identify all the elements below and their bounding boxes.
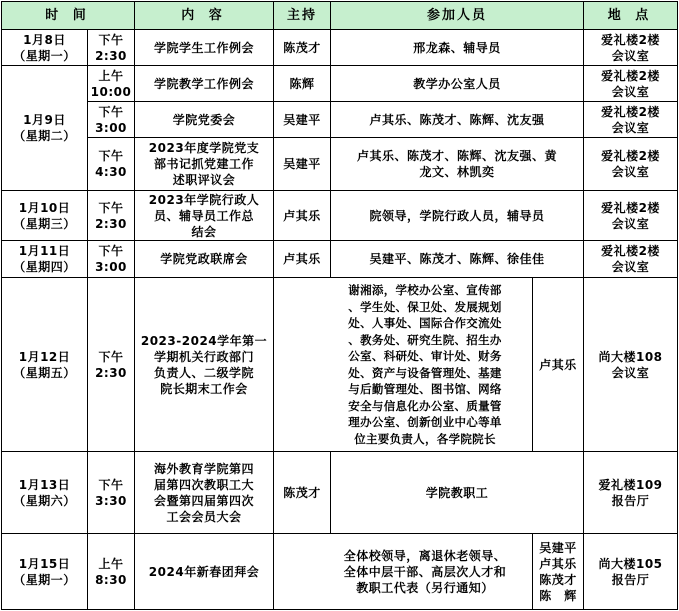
date-cell: 1月12日 （星期五） [2, 278, 88, 452]
participants-cell: 邢龙森、辅导员 [331, 30, 584, 66]
location-cell: 爱礼楼2楼 会议室 [584, 191, 678, 241]
header-time: 时 间 [2, 2, 135, 30]
meeting-schedule-table [1, 1, 678, 610]
date-cell: 1月9日 （星期二） [2, 66, 88, 191]
schedule-wrapper [1, 1, 678, 610]
content-cell: 学院教学工作例会 [135, 66, 274, 102]
table-row [2, 102, 678, 138]
time-cell: 下午 3:00 [88, 241, 135, 278]
header-location: 地 点 [584, 2, 678, 30]
location-cell: 爱礼楼2楼 会议室 [584, 66, 678, 102]
location-cell: 爱礼楼109 报告厅 [584, 452, 678, 534]
participants-cell: 全体校领导，离退休老领导、 全体中层干部、高层次人才和 教职工代表（另行通知） [274, 534, 533, 610]
table-row [2, 138, 678, 191]
header-host: 主持 [274, 2, 331, 30]
participants-cell: 院领导，学院行政人员，辅导员 [331, 191, 584, 241]
time-cell: 上午 10:00 [88, 66, 135, 102]
time-cell: 下午 4:30 [88, 138, 135, 191]
participants-cell: 吴建平、陈茂才、陈辉、徐佳佳 [331, 241, 584, 278]
location-cell: 尚大楼108 会议室 [584, 278, 678, 452]
host-cell: 卢其乐 [274, 241, 331, 278]
host-cell: 陈茂才 [274, 452, 331, 534]
date-cell: 1月11日 （星期四） [2, 241, 88, 278]
content-cell: 海外教育学院第四 届第四次教职工大 会暨第四届第四次 工会会员大会 [135, 452, 274, 534]
location-cell: 爱礼楼2楼 会议室 [584, 30, 678, 66]
table-row [2, 534, 678, 610]
location-cell: 爱礼楼2楼 会议室 [584, 241, 678, 278]
table-row [2, 278, 678, 452]
participants-cell: 卢其乐、陈茂才、陈辉、沈友强 [331, 102, 584, 138]
participants-cell: 谢湘添，学校办公室、宣传部 、学生处、保卫处、发展规划 处、人事处、国际合作交流处 、教务处、研究生院、招生办 公室、科研处、审计处、财务 处、资产与设备管理处、基建 与后勤管理处、图书馆、网络 安全与信息化办公室、质量管 理办公室、创新创业中心等单 位主要负责人，各学院院长 [274, 278, 533, 452]
content-cell: 学院学生工作例会 [135, 30, 274, 66]
participants-cell: 卢其乐、陈茂才、陈辉、沈友强、黄 龙文、林凯奕 [331, 138, 584, 191]
host-cell: 卢其乐 [274, 191, 331, 241]
location-cell: 爱礼楼2楼 会议室 [584, 138, 678, 191]
content-cell: 2023年学院行政人 员、辅导员工作总 结会 [135, 191, 274, 241]
content-cell: 2023年度学院党支 部书记抓党建工作 述职评议会 [135, 138, 274, 191]
table-row [2, 30, 678, 66]
host-cell: 陈茂才 [274, 30, 331, 66]
table-row [2, 452, 678, 534]
date-cell: 1月10日 （星期三） [2, 191, 88, 241]
time-cell: 下午 2:30 [88, 30, 135, 66]
host-cell: 吴建平 [274, 102, 331, 138]
content-cell: 学院党委会 [135, 102, 274, 138]
date-cell: 1月13日 （星期六） [2, 452, 88, 534]
location-cell: 尚大楼105 报告厅 [584, 534, 678, 610]
header-participants: 参加人员 [331, 2, 584, 30]
time-cell: 下午 3:00 [88, 102, 135, 138]
content-cell: 2024年新春团拜会 [135, 534, 274, 610]
host-cell: 吴建平 卢其乐 陈茂才 陈 辉 [533, 534, 584, 610]
header-content: 内 容 [135, 2, 274, 30]
location-cell: 爱礼楼2楼 会议室 [584, 102, 678, 138]
content-cell: 2023-2024学年第一 学期机关行政部门 负责人、二级学院 院长期末工作会 [135, 278, 274, 452]
host-cell: 陈辉 [274, 66, 331, 102]
header-row [2, 2, 678, 30]
time-cell: 下午 3:30 [88, 452, 135, 534]
table-row [2, 191, 678, 241]
table-row [2, 66, 678, 102]
time-cell: 下午 2:30 [88, 191, 135, 241]
host-cell: 卢其乐 [533, 278, 584, 452]
date-cell: 1月8日 （星期一） [2, 30, 88, 66]
table-row [2, 241, 678, 278]
participants-cell: 学院教职工 [331, 452, 584, 534]
host-cell: 吴建平 [274, 138, 331, 191]
date-cell: 1月15日 （星期一） [2, 534, 88, 610]
content-cell: 学院党政联席会 [135, 241, 274, 278]
time-cell: 下午 2:30 [88, 278, 135, 452]
participants-cell: 教学办公室人员 [331, 66, 584, 102]
time-cell: 上午 8:30 [88, 534, 135, 610]
